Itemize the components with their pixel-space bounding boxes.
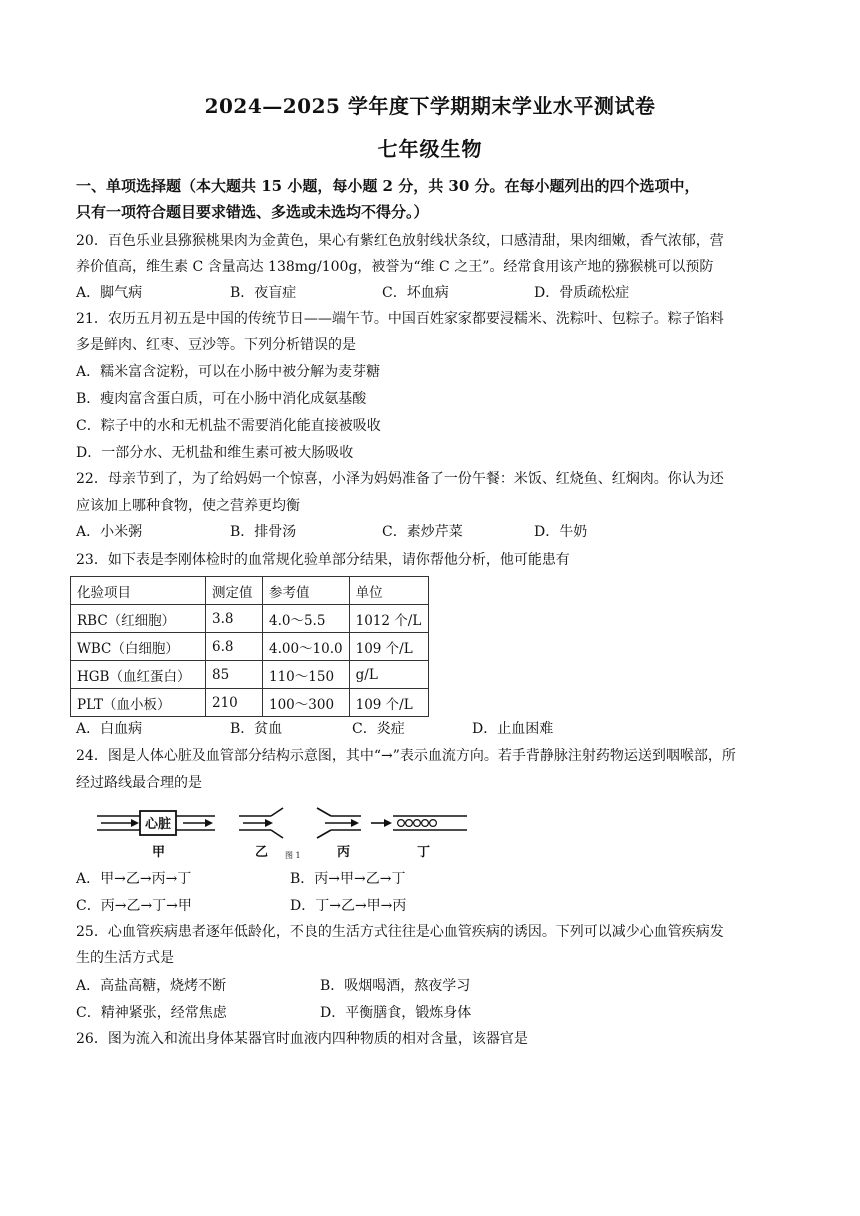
q23-option-c: C．炎症 — [352, 721, 405, 737]
section-heading-line2: 只有一项符合题目要求错选、多选或未选均不得分。） — [76, 203, 429, 221]
q21-option-c: C．粽子中的水和无机盐不需要消化能直接被吸收 — [76, 418, 381, 434]
table-cell: 3.8 — [206, 605, 263, 633]
table-cell: 210 — [206, 689, 263, 717]
table-cell: HGB（血红蛋白） — [71, 661, 206, 689]
table-cell: 109 个/L — [349, 633, 428, 661]
q24-option-a: A．甲→乙→丙→丁 — [76, 871, 192, 887]
q24-stem-line2: 经过路线最合理的是 — [76, 775, 202, 791]
q20-option-d: D．骨质疏松症 — [534, 285, 630, 301]
q20-stem-line1: 20．百色乐业县猕猴桃果肉为金黄色，果心有紫红色放射线状条纹，口感清甜，果肉细嫩，香气浓郁，营 — [76, 233, 724, 249]
table-header-cell: 单位 — [349, 577, 428, 605]
q22-stem-line1: 22．母亲节到了，为了给妈妈一个惊喜，小泽为妈妈准备了一份午餐：米饭、红烧鱼、红焖肉。你认为还 — [76, 471, 724, 487]
artery-diagram — [317, 808, 361, 838]
page-title: 2024—2025 学年度下学期期末学业水平测试卷 — [204, 94, 656, 118]
q23-option-b: B．贫血 — [230, 721, 283, 737]
q25-option-a: A．高盐高糖，烧烤不断 — [76, 978, 227, 994]
figure-caption: 图 1 — [285, 851, 301, 860]
q25-option-b: B．吸烟喝酒，熬夜学习 — [320, 978, 471, 994]
q21-stem-line2: 多是鲜肉、红枣、豆沙等。下列分析错误的是 — [76, 337, 356, 353]
q21-stem-line1: 21．农历五月初五是中国的传统节日——端午节。中国百姓家家都要浸糯米、洗粽叶、包粽子。粽子馅料 — [76, 311, 724, 327]
q22-stem-line2: 应该加上哪种食物，使之营养更均衡 — [76, 498, 300, 514]
heart-vessel-figure — [95, 806, 475, 862]
q23-option-d: D．止血困难 — [472, 721, 554, 737]
table-header-cell: 化验项目 — [71, 577, 206, 605]
table-cell: 4.0～5.5 — [263, 605, 350, 633]
q25-stem-line2: 生的生活方式是 — [76, 950, 174, 966]
q23-option-a: A．白血病 — [76, 721, 143, 737]
q25-option-c: C．精神紧张，经常焦虑 — [76, 1005, 227, 1021]
heart-diagram — [97, 811, 215, 835]
capillary-diagram — [371, 816, 467, 830]
q20-stem-line2: 养价值高，维生素 C 含量高达 138mg/100g，被誉为“维 C 之王”。经常食用该产地的猕猴桃可以预防 — [76, 259, 714, 275]
table-cell: 6.8 — [206, 633, 263, 661]
label-bing: 丙 — [337, 845, 351, 860]
q25-option-d: D．平衡膳食，锻炼身体 — [320, 1005, 472, 1021]
table-row — [71, 661, 429, 689]
q24-option-c: C．丙→乙→丁→甲 — [76, 898, 192, 914]
table-cell: g/L — [349, 661, 428, 689]
table-cell: WBC（白细胞） — [71, 633, 206, 661]
q24-stem-line1: 24．图是人体心脏及血管部分结构示意图，其中“→”表示血流方向。若手背静脉注射药物运送到咽喉部，所 — [76, 748, 736, 764]
table-cell: PLT（血小板） — [71, 689, 206, 717]
q22-option-d: D．牛奶 — [534, 524, 588, 540]
q24-option-b: B．丙→甲→乙→丁 — [290, 871, 406, 887]
section-heading-line1: 一、单项选择题（本大题共 15 小题，每小题 2 分，共 30 分。在每小题列出的四个选项中， — [76, 177, 700, 195]
q20-option-c: C．坏血病 — [382, 285, 449, 301]
q21-option-b: B．瘦肉富含蛋白质，可在小肠中消化成氨基酸 — [76, 391, 367, 407]
q22-option-a: A．小米粥 — [76, 524, 143, 540]
q26-stem-line1: 26．图为流入和流出身体某器官时血液内四种物质的相对含量，该器官是 — [76, 1031, 528, 1047]
table-cell: RBC（红细胞） — [71, 605, 206, 633]
label-jia: 甲 — [152, 845, 166, 860]
q25-stem-line1: 25．心血管疾病患者逐年低龄化，不良的生活方式往往是心血管疾病的诱因。下列可以减少心血管疾病发 — [76, 924, 724, 940]
table-cell: 100～300 — [263, 689, 350, 717]
q23-stem-line1: 23．如下表是李刚体检时的血常规化验单部分结果，请你帮他分析，他可能患有 — [76, 552, 570, 568]
table-cell: 110～150 — [263, 661, 350, 689]
table-header-cell: 测定值 — [206, 577, 263, 605]
q24-option-d: D．丁→乙→甲→丙 — [290, 898, 407, 914]
q22-option-b: B．排骨汤 — [230, 524, 297, 540]
q22-option-c: C．素炒芹菜 — [382, 524, 463, 540]
q21-option-d: D．一部分水、无机盐和维生素可被大肠吸收 — [76, 445, 354, 461]
label-yi: 乙 — [255, 845, 269, 860]
vein-diagram — [239, 808, 283, 838]
label-ding: 丁 — [417, 845, 431, 860]
table-cell: 85 — [206, 661, 263, 689]
page-subtitle: 七年级生物 — [377, 137, 483, 161]
table-cell: 1012 个/L — [349, 605, 428, 633]
table-row — [71, 633, 429, 661]
table-header-cell: 参考值 — [263, 577, 350, 605]
table-cell: 109 个/L — [349, 689, 428, 717]
table-cell: 4.00～10.0 — [263, 633, 350, 661]
blood-test-table — [70, 576, 429, 717]
table-row — [71, 605, 429, 633]
q20-option-b: B．夜盲症 — [230, 285, 297, 301]
table-row — [71, 689, 429, 717]
heart-label: 心脏 — [144, 817, 172, 832]
q21-option-a: A．糯米富含淀粉，可以在小肠中被分解为麦芽糖 — [76, 364, 381, 380]
table-header-row — [71, 577, 429, 605]
q20-option-a: A．脚气病 — [76, 285, 143, 301]
